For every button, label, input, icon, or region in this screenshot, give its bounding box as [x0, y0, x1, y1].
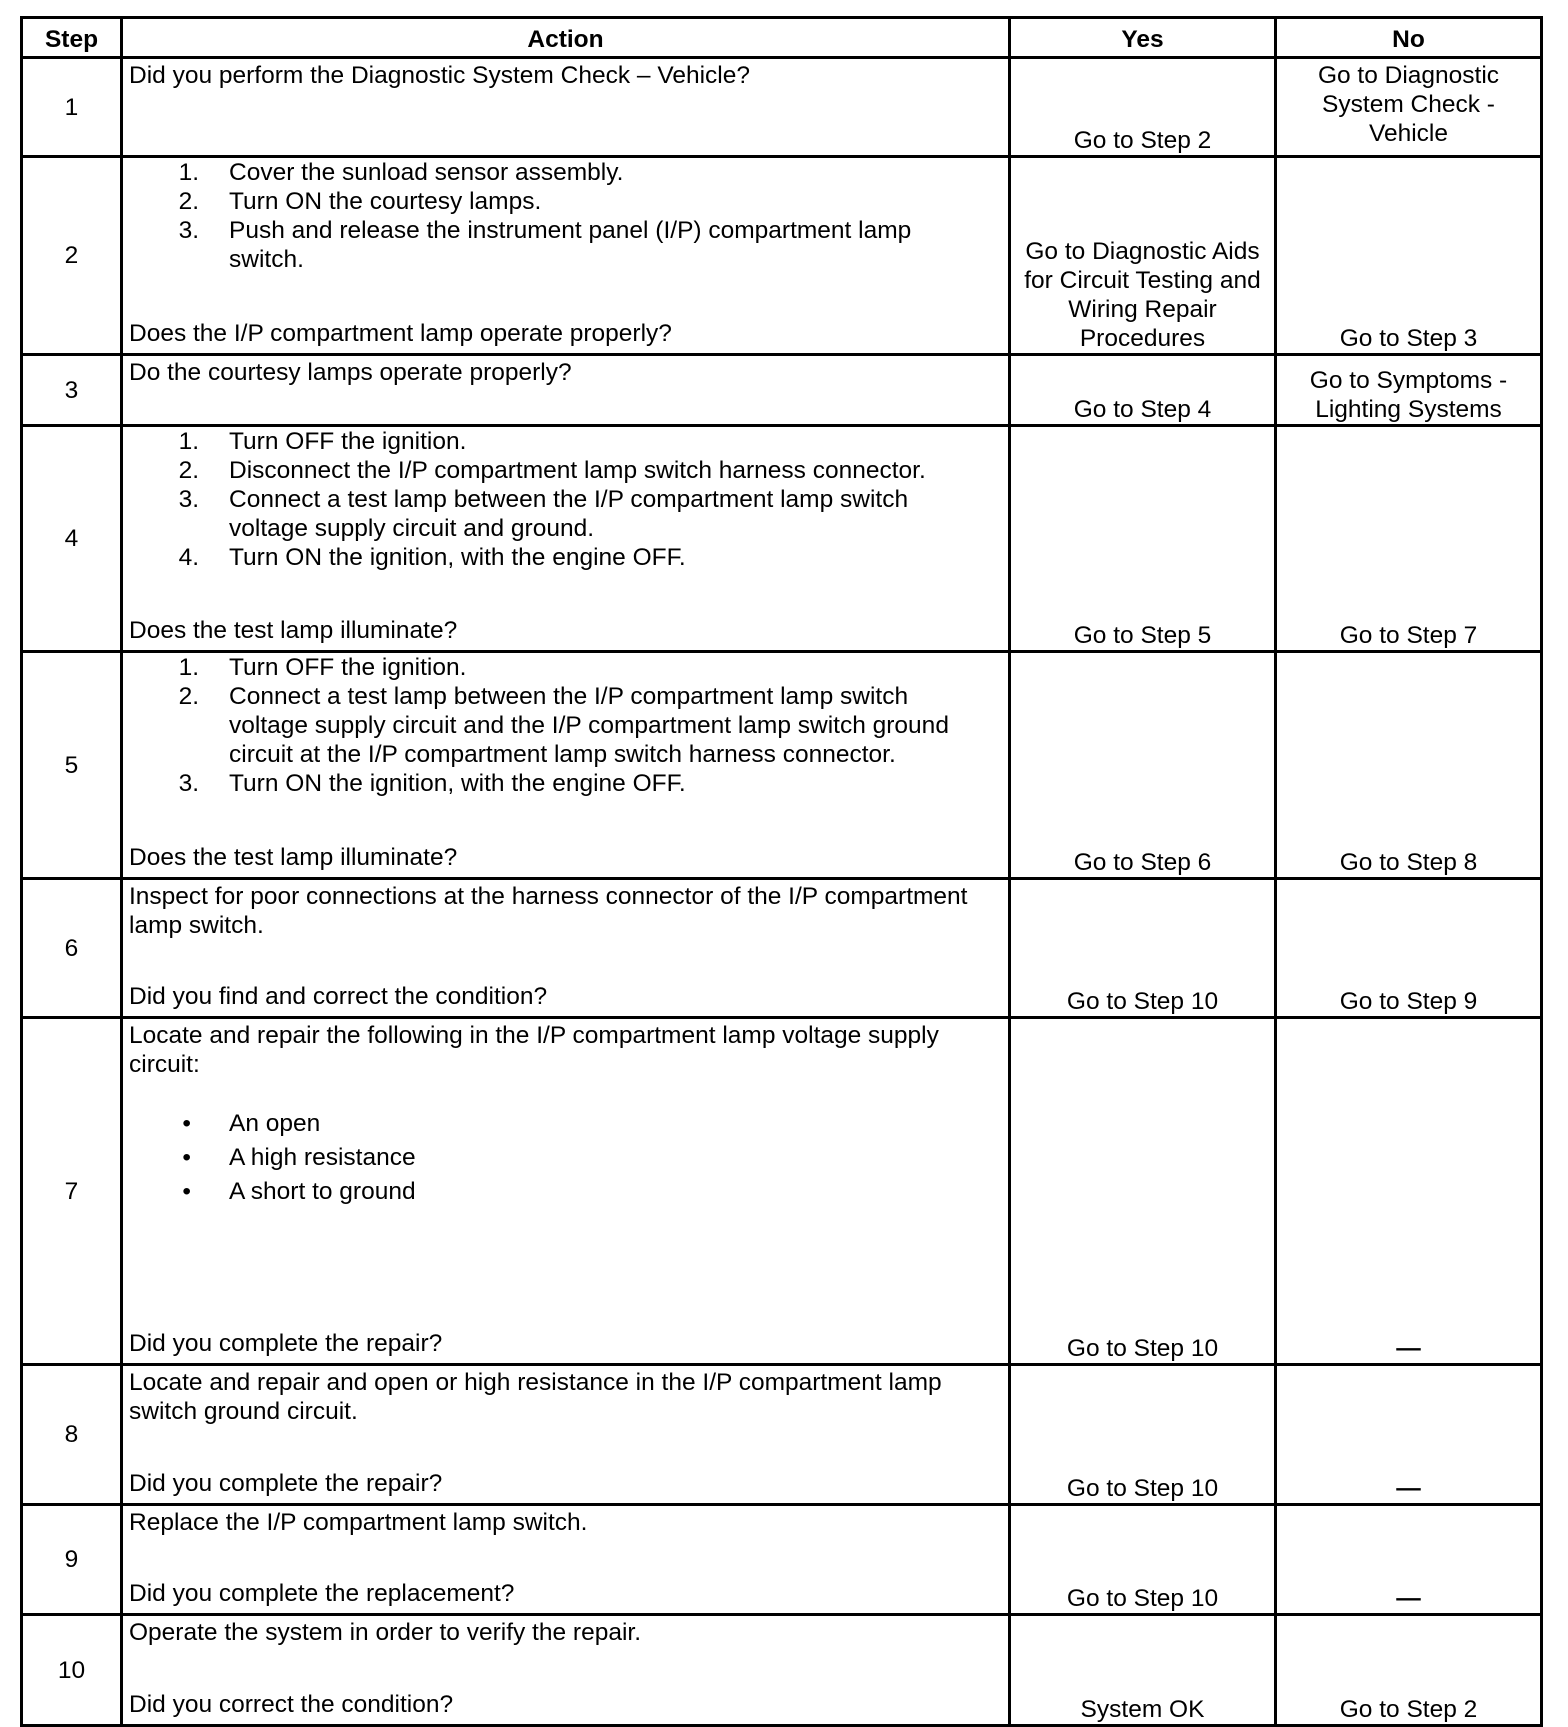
step-number: 7: [22, 1018, 122, 1365]
table-row: [22, 879, 1542, 1018]
action-text: Do the courtesy lamps operate properly?: [129, 359, 572, 386]
action-text: Locate and repair the following in the I/P compartment lamp voltage supply circuit:: [129, 1022, 939, 1078]
instruction-list: [129, 653, 1002, 798]
action-text: Operate the system in order to verify the repair.: [129, 1619, 642, 1646]
list-item: 3. Push and release the instrument panel (I/P) compartment lamp switch.: [178, 217, 912, 273]
list-item: 4. Turn ON the ignition, with the engine OFF.: [178, 544, 686, 571]
diagnostic-table: [20, 16, 1543, 1727]
table-row: [22, 355, 1542, 426]
yes-cell: Go to Step 10: [1010, 879, 1276, 1018]
action-cell: [122, 879, 1010, 1018]
step-number: 2: [22, 157, 122, 355]
no-cell: Go to Step 8: [1276, 652, 1542, 879]
header-yes: Yes: [1010, 18, 1276, 58]
action-text: Did you perform the Diagnostic System Check – Vehicle?: [129, 62, 750, 89]
list-item: • A short to ground: [182, 1178, 416, 1205]
step-number: 10: [22, 1615, 122, 1726]
action-cell: [122, 1505, 1010, 1615]
table-row: [22, 652, 1542, 879]
list-item: 3. Turn ON the ignition, with the engine OFF.: [178, 770, 686, 797]
step-number: 8: [22, 1365, 122, 1505]
step-number: 9: [22, 1505, 122, 1615]
action-cell: [122, 58, 1010, 157]
list-item: 1. Turn OFF the ignition.: [178, 428, 467, 455]
action-question: Did you find and correct the condition?: [129, 983, 548, 1010]
action-question: Did you complete the repair?: [129, 1330, 443, 1357]
action-question: Does the test lamp illuminate?: [129, 617, 458, 644]
action-text: Locate and repair and open or high resistance in the I/P compartment lamp switch ground circuit.: [129, 1369, 942, 1425]
step-number: 3: [22, 355, 122, 426]
table-row: [22, 1365, 1542, 1505]
list-item: 1. Cover the sunload sensor assembly.: [178, 159, 624, 186]
yes-cell: Go to Step 10: [1010, 1505, 1276, 1615]
action-question: Did you complete the replacement?: [129, 1580, 515, 1607]
no-cell: Go to Step 3: [1276, 157, 1542, 355]
yes-cell: Go to Step 4: [1010, 355, 1276, 426]
bullet-list: [129, 1107, 1002, 1209]
instruction-list: [129, 427, 1002, 572]
yes-cell: Go to Step 2: [1010, 58, 1276, 157]
no-cell: —: [1276, 1365, 1542, 1505]
action-cell: [122, 652, 1010, 879]
header-row: [22, 18, 1542, 58]
yes-cell: Go to Step 5: [1010, 426, 1276, 652]
no-cell: Go to Step 2: [1276, 1615, 1542, 1726]
table-row: [22, 1018, 1542, 1365]
no-cell: Go to Step 9: [1276, 879, 1542, 1018]
table-row: [22, 58, 1542, 157]
list-item: 2. Connect a test lamp between the I/P compartment lamp switch voltage supply circuit and the I/P compartment lamp switch ground circuit at the I/P compartment lamp switch harness connector.: [178, 683, 949, 768]
action-text: Inspect for poor connections at the harness connector of the I/P compartment lamp switch.: [129, 883, 968, 939]
no-cell: —: [1276, 1505, 1542, 1615]
header-action: Action: [122, 18, 1010, 58]
no-cell: —: [1276, 1018, 1542, 1365]
list-item: 2. Disconnect the I/P compartment lamp switch harness connector.: [178, 457, 926, 484]
yes-cell: Go to Step 10: [1010, 1018, 1276, 1365]
action-cell: [122, 157, 1010, 355]
no-cell: Go to Symptoms - Lighting Systems: [1276, 355, 1542, 426]
step-number: 5: [22, 652, 122, 879]
action-cell: [122, 355, 1010, 426]
list-item: 2. Turn ON the courtesy lamps.: [178, 188, 542, 215]
yes-cell: Go to Diagnostic Aids for Circuit Testing and Wiring Repair Procedures: [1010, 157, 1276, 355]
header-step: Step: [22, 18, 122, 58]
action-text: Replace the I/P compartment lamp switch.: [129, 1509, 588, 1536]
step-number: 6: [22, 879, 122, 1018]
action-cell: [122, 426, 1010, 652]
action-cell: [122, 1018, 1010, 1365]
step-number: 4: [22, 426, 122, 652]
yes-cell: Go to Step 6: [1010, 652, 1276, 879]
table-row: [22, 157, 1542, 355]
yes-cell: System OK: [1010, 1615, 1276, 1726]
action-question: Does the I/P compartment lamp operate properly?: [129, 320, 672, 347]
no-cell: Go to Diagnostic System Check - Vehicle: [1276, 58, 1542, 157]
header-no: No: [1276, 18, 1542, 58]
list-item: • A high resistance: [182, 1144, 416, 1171]
table-row: [22, 426, 1542, 652]
list-item: 1. Turn OFF the ignition.: [178, 654, 467, 681]
instruction-list: [129, 158, 1002, 274]
action-question: Does the test lamp illuminate?: [129, 844, 458, 871]
yes-cell: Go to Step 10: [1010, 1365, 1276, 1505]
step-number: 1: [22, 58, 122, 157]
action-cell: [122, 1615, 1010, 1726]
table-row: [22, 1615, 1542, 1726]
action-cell: [122, 1365, 1010, 1505]
list-item: 3. Connect a test lamp between the I/P compartment lamp switch voltage supply circuit and ground.: [178, 486, 909, 542]
action-question: Did you correct the condition?: [129, 1691, 454, 1718]
no-cell: Go to Step 7: [1276, 426, 1542, 652]
action-question: Did you complete the repair?: [129, 1470, 443, 1497]
list-item: • An open: [182, 1110, 321, 1137]
table-row: [22, 1505, 1542, 1615]
